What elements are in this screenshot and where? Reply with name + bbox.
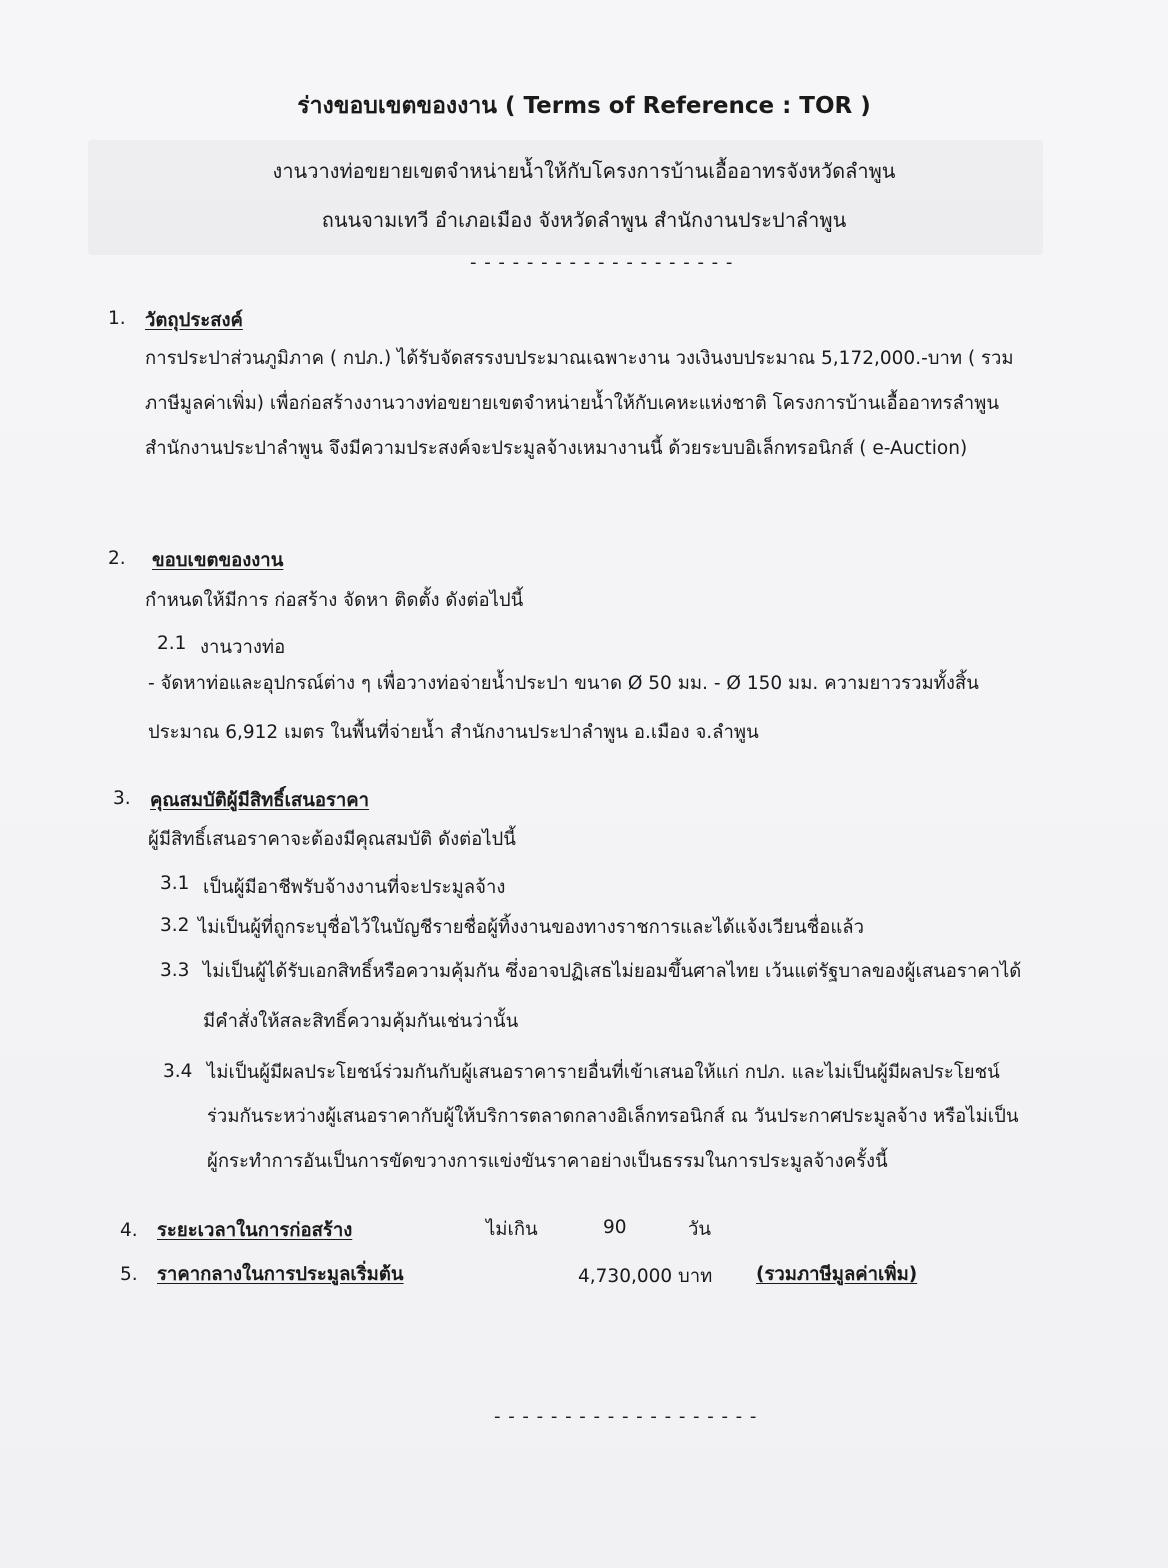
section-1-number: 1. bbox=[108, 308, 126, 329]
section-3-3-number: 3.3 bbox=[160, 960, 190, 981]
section-3-4-line-1: ไม่เป็นผู้มีผลประโยชน์ร่วมกันกับผู้เสนอราคารายอื่นที่เข้าเสนอให้แก่ กปภ. และไม่เป็นผู้มีผลประโยชน์ bbox=[207, 1062, 1000, 1083]
section-2-1-number: 2.1 bbox=[157, 633, 187, 654]
section-4-value: 90 bbox=[603, 1217, 627, 1238]
section-3-4-line-3: ผู้กระทำการอันเป็นการขัดขวางการแข่งขันราคาอย่างเป็นธรรมในการประมูลจ้างครั้งนี้ bbox=[207, 1151, 888, 1172]
section-2-intro: กำหนดให้มีการ ก่อสร้าง จัดหา ติดตั้ง ดังต่อไปนี้ bbox=[145, 590, 524, 611]
header-divider: - - - - - - - - - - - - - - - - - - - bbox=[470, 252, 734, 273]
section-3-number: 3. bbox=[113, 788, 131, 809]
section-4-unit: วัน bbox=[688, 1219, 712, 1240]
section-5-number: 5. bbox=[120, 1264, 138, 1285]
section-3-2-number: 3.2 bbox=[160, 915, 190, 936]
section-3-3-line-2: มีคำสั่งให้สละสิทธิ์ความคุ้มกันเช่นว่านั้น bbox=[203, 1011, 519, 1032]
section-2-line-2: ประมาณ 6,912 เมตร ในพื้นที่จ่ายน้ำ สำนักงานประปาลำพูน อ.เมือง จ.ลำพูน bbox=[148, 722, 759, 743]
document-subtitle-2: ถนนจามเทวี อำเภอเมือง จังหวัดลำพูน สำนักงานประปาลำพูน bbox=[321, 208, 847, 232]
section-5-note: (รวมภาษีมูลค่าเพิ่ม) bbox=[756, 1264, 918, 1285]
section-2-number: 2. bbox=[108, 548, 126, 569]
section-4-number: 4. bbox=[120, 1220, 138, 1241]
footer-divider: - - - - - - - - - - - - - - - - - - - bbox=[494, 1406, 758, 1427]
section-5-heading: ราคากลางในการประมูลเริ่มต้น bbox=[157, 1264, 404, 1285]
section-5-value: 4,730,000 บาท bbox=[578, 1266, 713, 1287]
section-3-3-line-1: ไม่เป็นผู้ได้รับเอกสิทธิ์หรือความคุ้มกัน ซึ่งอาจปฏิเสธไม่ยอมขึ้นศาลไทย เว้นแต่รัฐบาลของผู้เสนอราคาได้ bbox=[203, 961, 1022, 982]
section-2-1-label: งานวางท่อ bbox=[200, 637, 286, 658]
section-3-4-number: 3.4 bbox=[163, 1061, 193, 1082]
section-2-heading: ขอบเขตของงาน bbox=[152, 550, 284, 571]
document-title: ร่างขอบเขตของงาน ( Terms of Reference : TOR ) bbox=[297, 93, 871, 119]
section-1-line-2: ภาษีมูลค่าเพิ่ม) เพื่อก่อสร้างงานวางท่อขยายเขตจำหน่ายน้ำให้กับเคหะแห่งชาติ โครงการบ้านเอื้ออาทรลำพูน bbox=[145, 393, 1000, 414]
section-1-heading: วัตถุประสงค์ bbox=[145, 310, 243, 331]
section-4-heading: ระยะเวลาในการก่อสร้าง bbox=[157, 1220, 353, 1241]
section-3-1-number: 3.1 bbox=[160, 873, 190, 894]
section-2-line-1: - จัดหาท่อและอุปกรณ์ต่าง ๆ เพื่อวางท่อจ่ายน้ำประปา ขนาด Ø 50 มม. - Ø 150 มม. ความยาวรวมทั้งสิ้น bbox=[148, 673, 979, 694]
section-1-line-3: สำนักงานประปาลำพูน จึงมีความประสงค์จะประมูลจ้างเหมางานนี้ ด้วยระบบอิเล็กทรอนิกส์ ( e-Auction) bbox=[145, 438, 968, 459]
section-3-intro: ผู้มีสิทธิ์เสนอราคาจะต้องมีคุณสมบัติ ดังต่อไปนี้ bbox=[148, 829, 516, 850]
section-3-1-text: เป็นผู้มีอาชีพรับจ้างงานที่จะประมูลจ้าง bbox=[203, 877, 506, 898]
section-4-qualifier: ไม่เกิน bbox=[486, 1219, 538, 1240]
section-3-heading: คุณสมบัติผู้มีสิทธิ์เสนอราคา bbox=[150, 790, 370, 811]
section-3-2-text: ไม่เป็นผู้ที่ถูกระบุชื่อไว้ในบัญชีรายชื่อผู้ทิ้งงานของทางราชการและได้แจ้งเวียนชื่อแล้ว bbox=[198, 917, 864, 938]
section-1-line-1: การประปาส่วนภูมิภาค ( กปภ.) ได้รับจัดสรรงบประมาณเฉพาะงาน วงเงินงบประมาณ 5,172,000.-บาท ( รวม bbox=[145, 348, 1014, 369]
section-3-4-line-2: ร่วมกันระหว่างผู้เสนอราคากับผู้ให้บริการตลาดกลางอิเล็กทรอนิกส์ ณ วันประกาศประมูลจ้าง หรือไม่เป็น bbox=[207, 1106, 1019, 1127]
document-subtitle-1: งานวางท่อขยายเขตจำหน่ายน้ำให้กับโครงการบ้านเอื้ออาทรจังหวัดลำพูน bbox=[272, 159, 896, 183]
